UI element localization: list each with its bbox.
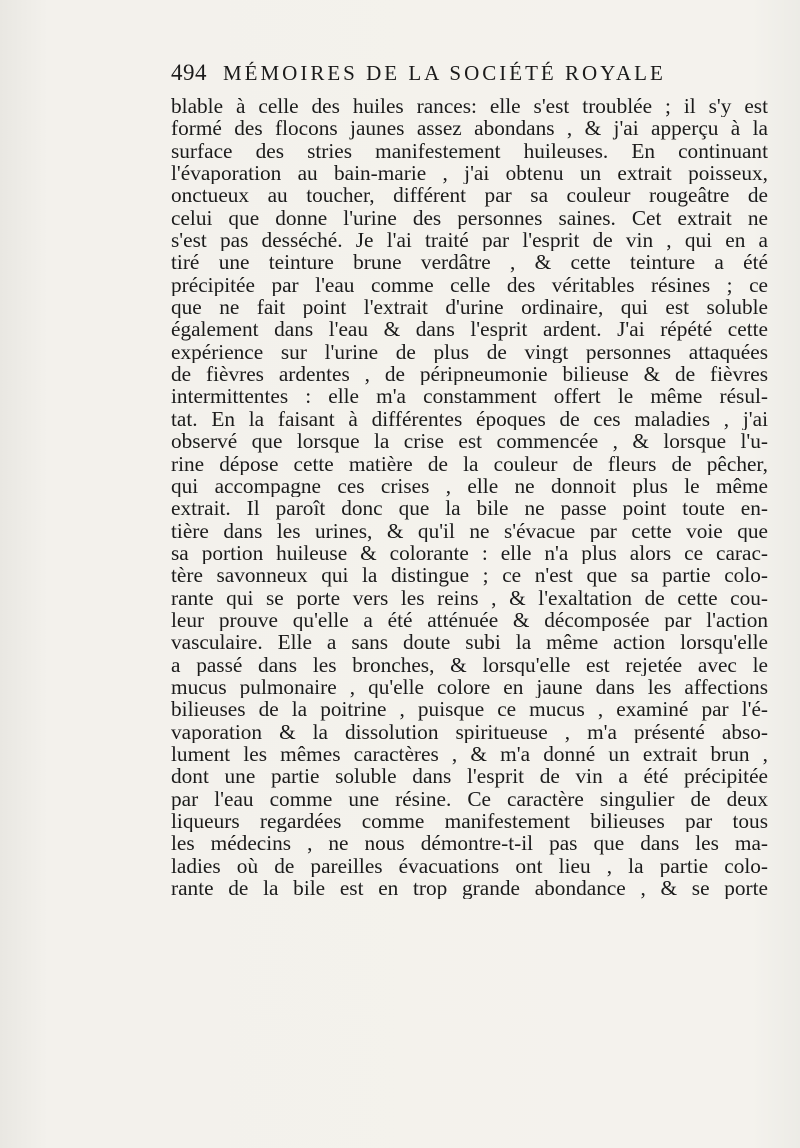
text-line: blable à celle des huiles rances: elle s'est troublée ; il s'y est — [171, 95, 768, 118]
text-line: lument les mêmes caractères , & m'a donné un extrait brun , — [171, 742, 768, 766]
text-line: que ne fait point l'extrait d'urine ordinaire, qui est soluble — [171, 296, 768, 319]
text-line: extrait. Il paroît donc que la bile ne passe point toute en- — [171, 497, 768, 520]
text-line: également dans l'eau & dans l'esprit ardent. J'ai répété cette — [171, 318, 768, 341]
text-line: l'évaporation au bain-marie , j'ai obtenu un extrait poisseux, — [171, 162, 768, 185]
text-line: expérience sur l'urine de plus de vingt personnes attaquées — [171, 340, 768, 364]
text-line: vaporation & la dissolution spiritueuse , m'a présenté abso- — [171, 720, 768, 743]
page-header — [171, 60, 731, 100]
text-line: tiré une teinture brune verdâtre , & cette teinture a été — [171, 251, 768, 274]
text-line: vasculaire. Elle a sans doute subi la même action lorsqu'elle — [171, 631, 768, 654]
text-line: observé que lorsque la crise est commencée , & lorsque l'u- — [171, 430, 768, 453]
running-head: MÉMOIRES DE LA SOCIÉTÉ ROYALE — [223, 61, 666, 85]
text-line: a passé dans les bronches, & lorsqu'elle est rejetée avec le — [171, 653, 768, 676]
body-text — [171, 95, 768, 899]
text-line: dont une partie soluble dans l'esprit de vin a été précipitée — [171, 765, 768, 788]
text-line: de fièvres ardentes , de péripneumonie bilieuse & de fièvres — [171, 363, 768, 386]
text-line: tère savonneux qui la distingue ; ce n'est que sa partie colo- — [171, 564, 768, 587]
text-line: mucus pulmonaire , qu'elle colore en jaune dans les affections — [171, 675, 768, 699]
text-line: rante qui se porte vers les reins , & l'exaltation de cette cou- — [171, 586, 768, 609]
text-line: leur prouve qu'elle a été atténuée & décomposée par l'action — [171, 608, 768, 632]
text-line: tière dans les urines, & qu'il ne s'évacue par cette voie que — [171, 519, 768, 542]
text-line: celui que donne l'urine des personnes saines. Cet extrait ne — [171, 206, 768, 230]
text-line: s'est pas desséché. Je l'ai traité par l'esprit de vin , qui en a — [171, 229, 768, 252]
text-line: ladies où de pareilles évacuations ont lieu , la partie colo- — [171, 854, 768, 878]
text-line: précipitée par l'eau comme celle des véritables résines ; ce — [171, 273, 768, 297]
text-line: intermittentes : elle m'a constamment offert le même résul- — [171, 385, 768, 408]
text-line: rine dépose cette matière de la couleur de fleurs de pêcher, — [171, 452, 768, 475]
text-line: liqueurs regardées comme manifestement bilieuses par tous — [171, 810, 768, 833]
page-number: 494 — [171, 60, 207, 85]
text-line: bilieuses de la poitrine , puisque ce mucus , examiné par l'é- — [171, 698, 768, 721]
text-line: formé des flocons jaunes assez abondans , & j'ai apperçu à la — [171, 117, 768, 140]
text-line: par l'eau comme une résine. Ce caractère singulier de deux — [171, 787, 768, 810]
text-line: rante de la bile est en trop grande abondance , & se porte — [171, 877, 768, 900]
text-line: sa portion huileuse & colorante : elle n'a plus alors ce carac- — [171, 541, 768, 565]
text-line: surface des stries manifestement huileuses. En continuant — [171, 139, 768, 163]
text-line: qui accompagne ces crises , elle ne donnoit plus le même — [171, 474, 768, 498]
text-line: tat. En la faisant à différentes époques de ces maladies , j'ai — [171, 407, 768, 431]
text-line: onctueux au toucher, différent par sa couleur rougeâtre de — [171, 184, 768, 207]
text-line: les médecins , ne nous démontre-t-il pas que dans les ma- — [171, 832, 768, 855]
